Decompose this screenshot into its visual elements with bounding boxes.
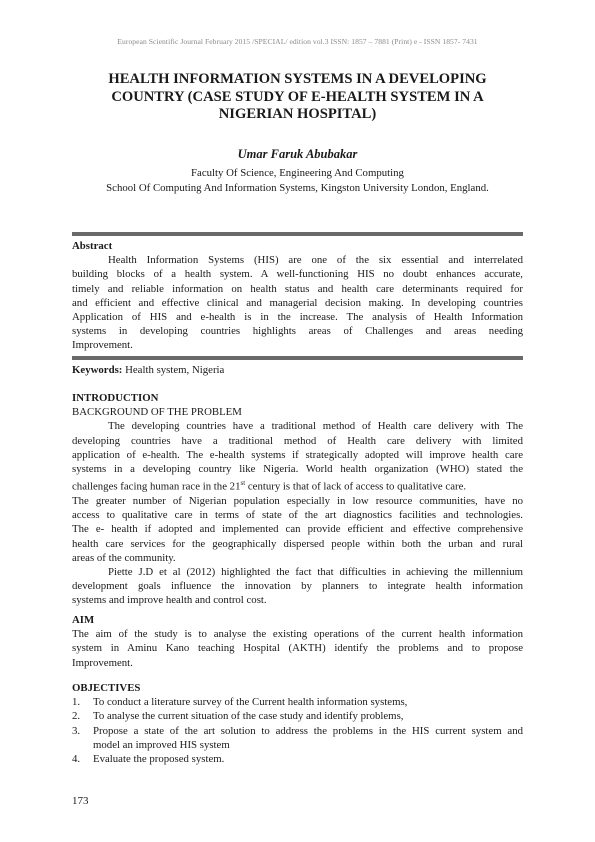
- objective-item: [72, 724, 523, 738]
- objective-text: Propose a state of the art solution to address the problems in the HIS current system and: [93, 724, 523, 737]
- page-number: 173: [72, 795, 89, 807]
- aim-section: [72, 613, 523, 670]
- aim-line: The aim of the study is to analyse the existing operations of the current health information: [72, 628, 523, 641]
- objective-text: model an improved HIS system: [93, 738, 230, 751]
- aim-line: system in Aminu Kano teaching Hospital (AKTH) identify the problems and to propose: [72, 642, 523, 655]
- intro-line: systems and improve health and control cost.: [72, 594, 267, 607]
- intro-line: systems in a developing country like Nigeria. World health organization (WHO) stated the: [72, 463, 523, 476]
- abstract-bottom-rule: [72, 356, 523, 360]
- intro-line: The e- health if adopted and implemented can provide efficient and effective comprehensive: [72, 523, 523, 536]
- title-line: COUNTRY (CASE STUDY OF E-HEALTH SYSTEM IN A: [111, 88, 484, 105]
- intro-line: health care services for the geographically dispersed people within both the urban and rural: [72, 537, 523, 550]
- aim-line: Improvement.: [72, 656, 133, 669]
- intro-line: access to qualitative care in terms of state of the art diagnostics facilities and technologies.: [72, 509, 523, 522]
- intro-line: application of e-health. The e-health systems if strategically adopted will improve health care: [72, 448, 523, 461]
- objective-text: Evaluate the proposed system.: [93, 753, 225, 766]
- superscript-st: st: [240, 479, 246, 488]
- objectives-heading: OBJECTIVES: [72, 682, 141, 694]
- keywords-label: Keywords:: [72, 364, 123, 376]
- abstract-line: building blocks of a health system. A well-functioning HIS no doubt enhances accurate,: [72, 268, 523, 281]
- intro-line: Piette J.D et al (2012) highlighted the fact that difficulties in achieving the millennium: [108, 566, 523, 579]
- intro-line: [72, 476, 523, 494]
- abstract-top-rule: [72, 232, 523, 236]
- objective-item-continued: [72, 738, 523, 752]
- aim-heading: AIM: [72, 614, 95, 626]
- objective-number: 1.: [72, 696, 81, 709]
- objective-item: [72, 709, 523, 723]
- introduction-heading: INTRODUCTION: [72, 392, 159, 404]
- title-line: NIGERIAN HOSPITAL): [218, 106, 377, 122]
- objective-number: 4.: [72, 753, 81, 766]
- intro-line: The greater number of Nigerian population especially in low resource communities, have no: [72, 495, 523, 508]
- abstract-heading: Abstract: [72, 240, 113, 252]
- author-name: Umar Faruk Abubakar: [237, 147, 358, 161]
- objective-item: [72, 752, 523, 766]
- objective-item: [72, 695, 523, 709]
- keywords: [72, 363, 523, 377]
- title-line: HEALTH INFORMATION SYSTEMS IN A DEVELOPING: [108, 71, 487, 87]
- abstract-line: Application of HIS and e-health is in the increase. The analysis of Health Information: [72, 311, 523, 324]
- intro-line: areas of the community.: [72, 551, 176, 564]
- keywords-text: Health system, Nigeria: [122, 364, 225, 376]
- author-affiliation-faculty: Faculty Of Science, Engineering And Computing: [191, 167, 404, 179]
- objectives-section: [72, 681, 523, 766]
- author-affiliation-school: School Of Computing And Information Systems, Kingston University London, England.: [106, 182, 489, 194]
- background-subheading: BACKGROUND OF THE PROBLEM: [72, 406, 242, 419]
- running-head: European Scientific Journal February 2015 /SPECIAL/ edition vol.3 ISSN: 1857 – 7881 (Print) e - ISSN 1857- 7431: [117, 37, 478, 46]
- intro-line-part: challenges facing human race in the 21: [72, 480, 241, 493]
- objective-number: 2.: [72, 710, 81, 723]
- abstract-line: and efficient and effective clinical and managerial decision making. In developing countries: [72, 296, 523, 309]
- abstract-line: systems in developing countries highlights areas of Challenges and areas needing: [72, 325, 523, 338]
- objective-text: To analyse the current situation of the case study and identify problems,: [93, 710, 404, 723]
- objective-text: To conduct a literature survey of the Current health information systems,: [93, 696, 408, 709]
- abstract-line: Improvement.: [72, 339, 133, 352]
- abstract-line: Health Information Systems (HIS) are one of the six essential and interrelated: [108, 254, 523, 267]
- abstract-line: timely and reliable information on health status and health care determinants required for: [72, 282, 523, 295]
- introduction-section: [72, 391, 523, 608]
- intro-line-part: century is that of lack of access to qualitative care.: [245, 480, 467, 493]
- intro-line: developing countries have a traditional method of Health care delivery with limited: [72, 434, 523, 447]
- objective-number: 3.: [72, 724, 81, 737]
- intro-line: development goals influence the innovation by planners to integrate health information: [72, 580, 523, 593]
- paper-title: [60, 71, 535, 124]
- abstract-section: [72, 239, 523, 353]
- intro-line: The developing countries have a traditional method of Health care delivery with The: [108, 420, 523, 433]
